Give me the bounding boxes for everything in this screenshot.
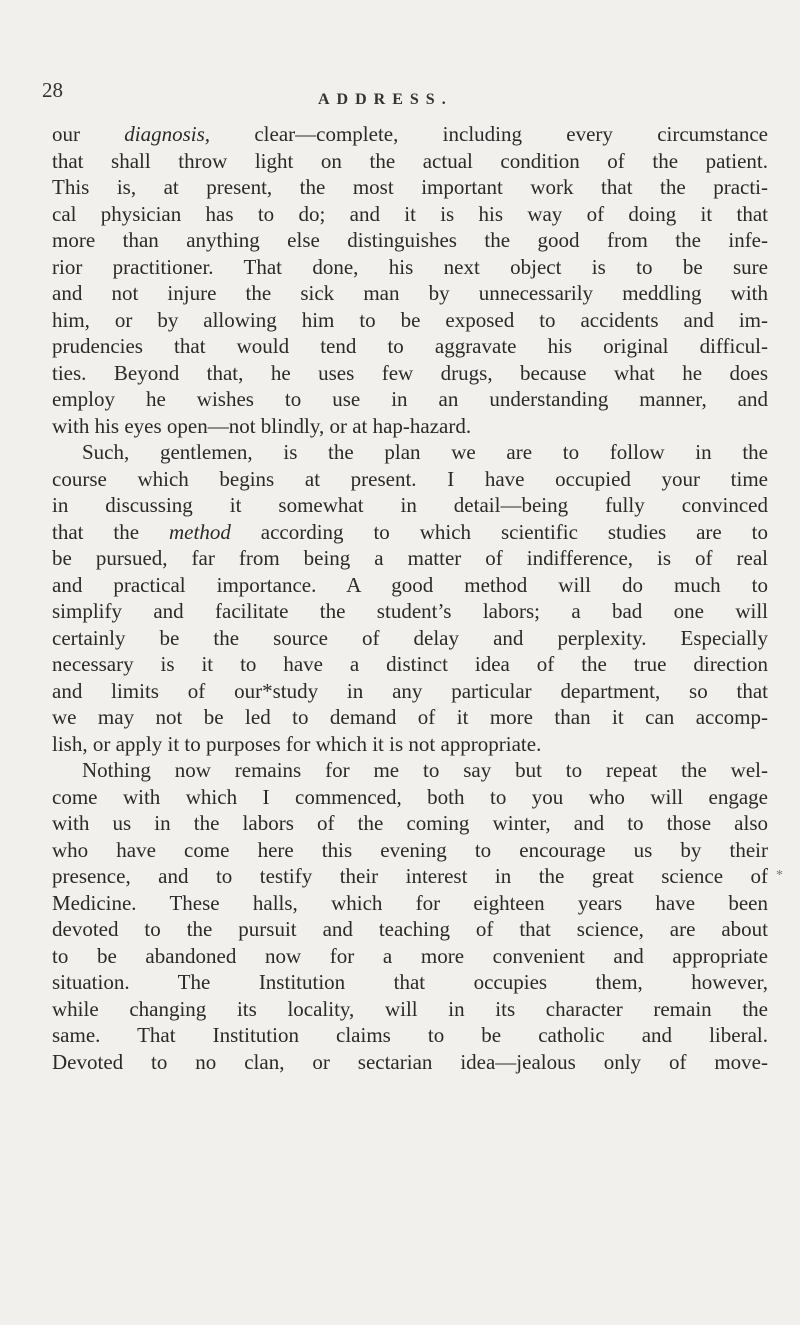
text-line: course which begins at present. I have occupied your time <box>52 466 768 491</box>
text-line: while changing its locality, will in its character remain the <box>52 996 768 1021</box>
text-line: and practical importance. A good method will do much to <box>52 572 768 597</box>
text-line: prudencies that would tend to aggravate his original difficul- <box>52 334 768 358</box>
text-line: same. That Institution claims to be catholic and liberal. <box>52 1023 768 1047</box>
text-line: ties. Beyond that, he uses few drugs, because what he does <box>52 360 768 385</box>
text-line: more than anything else distinguishes the good from the infe- <box>52 228 768 252</box>
text-line: lish, or apply it to purposes for which it is not appropriate. <box>52 731 542 756</box>
text-line: devoted to the pursuit and teaching of that science, are about <box>52 917 768 941</box>
text-line: him, or by allowing him to be exposed to accidents and im- <box>52 307 768 332</box>
text-line: Nothing now remains for me to say but to repeat the wel- <box>82 758 768 782</box>
text-line: presence, and to testify their interest in the great science of <box>52 864 768 888</box>
text-line: rior practitioner. That done, his next object is to be sure <box>52 254 768 279</box>
running-head: ADDRESS. <box>318 91 453 108</box>
margin-asterisk: * <box>776 868 783 883</box>
text-line: necessary is it to have a distinct idea of the true direction <box>52 652 768 676</box>
text-line: our diagnosis, clear—complete, including every circumstance <box>52 122 768 146</box>
text-line: to be abandoned now for a more convenient and appropriate <box>52 943 768 968</box>
text-line: simplify and facilitate the student’s labors; a bad one will <box>52 599 768 623</box>
text-line: Medicine. These halls, which for eighteen years have been <box>52 890 768 915</box>
text-line: who have come here this evening to encourage us by their <box>52 837 768 862</box>
text-line: that the method according to which scientific studies are to <box>52 519 768 544</box>
text-line: situation. The Institution that occupies them, however, <box>52 970 768 994</box>
text-line: cal physician has to do; and it is his way of doing it that <box>52 201 768 226</box>
text-line: be pursued, far from being a matter of indifference, is of real <box>52 546 768 570</box>
text-line: with his eyes open—not blindly, or at hap-hazard. <box>52 413 472 438</box>
text-line: and not injure the sick man by unnecessarily meddling with <box>52 281 768 305</box>
text-line: certainly be the source of delay and perplexity. Especially <box>52 625 768 650</box>
body-text <box>52 121 768 1075</box>
italic-term: diagnosis, <box>124 122 211 146</box>
text-line: Devoted to no clan, or sectarian idea—jealous only of move- <box>52 1049 768 1074</box>
text-line: in discussing it somewhat in detail—being fully convinced <box>52 493 768 517</box>
text-line: that shall throw light on the actual condition of the patient. <box>52 148 768 173</box>
text-line: with us in the labors of the coming winter, and to those also <box>52 811 768 835</box>
page-number: 28 <box>42 78 63 102</box>
italic-term: method <box>169 519 231 544</box>
text-line: Such, gentlemen, is the plan we are to follow in the <box>82 440 768 464</box>
text-line: This is, at present, the most important work that the practi- <box>52 175 768 199</box>
text-line: come with which I commenced, both to you who will engage <box>52 784 768 809</box>
text-line: and limits of our*study in any particular department, so that <box>52 678 768 703</box>
text-line: we may not be led to demand of it more than it can accomp- <box>52 705 768 729</box>
text-line: employ he wishes to use in an understanding manner, and <box>52 387 768 411</box>
